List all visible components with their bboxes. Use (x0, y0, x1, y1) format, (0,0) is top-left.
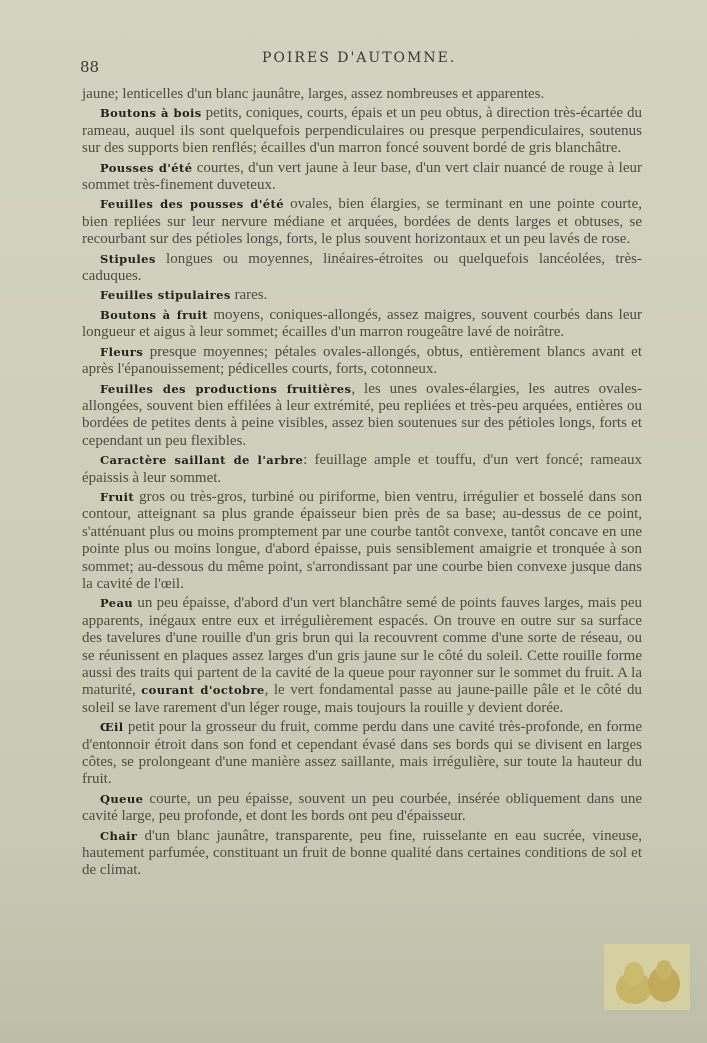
entry-feuilles-stipulaires (82, 287, 642, 304)
entry-feuilles-des-pousses (82, 196, 642, 248)
entry-text-after: , le vert fondamental passe au jaune-paille pâle et le côté du soleil se lave rarement d'un léger rouge, mais toujours la rouille y devient dorée. (82, 682, 643, 716)
entry-term: Boutons à fruit (100, 307, 208, 322)
entry-caractere-saillant (82, 452, 642, 487)
entry-term: Stipules (100, 251, 156, 266)
entry-term: Boutons à bois (100, 106, 202, 121)
page-number: 88 (80, 58, 100, 76)
entry-term: Feuilles des productions fruitières (100, 381, 352, 396)
entry-term: Caractère saillant de l'arbre (100, 453, 304, 468)
entry-boutons-a-bois (82, 105, 642, 157)
entry-peau (82, 595, 642, 717)
page-body (82, 86, 642, 882)
entry-queue (82, 791, 642, 826)
entry-feuilles-productions-fruitieres (82, 381, 642, 451)
entry-boutons-a-fruit (82, 307, 642, 342)
entry-term: Fleurs (100, 344, 144, 359)
entry-text: un peu épaisse, d'abord d'un vert blanchâtre semé de points fauves larges, mais peu apparents, inégaux entre eux et irrégulièrement espacés. On trouve en outre sur sa surface des tavelures d'une rouille d'un gris brun qui la recouvrent comme d'une sorte de réseau, ou se réunissent en plaques assez larges d'un gris jaune sur le côté du soleil. Cette rouille forme aussi des traits qui partent de la cavité de la queue pour rayonner sur le sommet du fruit. A la maturité, (82, 595, 642, 699)
running-title: POIRES D'AUTOMNE. (262, 50, 457, 66)
entry-text: presque moyennes; pétales ovales-allongés, obtus, entièrement blancs avant et après l'épanouissement; pédicelles courts, forts, cotonneux. (82, 343, 642, 378)
entry-term: Chair (100, 828, 138, 843)
entry-text: longues ou moyennes, linéaires-étroites ou quelquefois lancéolées, très-caduques. (82, 250, 642, 285)
entry-inline-term: courant d'octobre (141, 683, 265, 698)
page-header (0, 48, 707, 76)
entry-term: Fruit (100, 489, 135, 504)
entry-text: rares. (230, 287, 268, 304)
entry-term: Queue (100, 791, 144, 806)
entry-term: Peau (100, 596, 134, 611)
pear-thumbnail-image (604, 944, 690, 1010)
entry-term: Œil (100, 720, 124, 735)
entry-stipules (82, 251, 642, 286)
entry-fruit (82, 489, 642, 593)
paragraph-continuation: jaune; lenticelles d'un blanc jaunâtre, larges, assez nombreuses et apparentes. (82, 86, 545, 102)
entry-text: courtes, d'un vert jaune à leur base, d'un vert clair nuancé de rouge à leur sommet très-finement duveteux. (82, 159, 642, 194)
entry-pousses-d-ete (82, 160, 642, 195)
entry-chair (82, 828, 642, 880)
entry-text: gros ou très-gros, turbiné ou piriforme, bien ventru, irrégulier et bosselé dans son contour, atteignant sa plus grande épaisseur bien près de sa base; au-dessus de ce point, s'atténuant plus ou moins promptement par une courbe tantôt convexe, tantôt concave en une pointe plus ou moins longue, d'abord épaisse, puis sensiblement amaigrie et tronquée à son sommet; au-dessous du même point, s'arrondissant par une courbe bien convexe jusque dans la cavité de l'œil. (82, 488, 642, 592)
entry-text: petit pour la grosseur du fruit, comme perdu dans une cavité très-profonde, en forme d'entonnoir étroit dans son fond et cependant évasé dans ses bords qui se divisent en larges côtes, se prolongeant d'une manière assez saillante, mais irrégulière, sur toute la hauteur du fruit. (82, 719, 642, 788)
entry-text: moyens, coniques-allongés, assez maigres, souvent courbés dans leur longueur et aigus à leur sommet; écailles d'un marron rougeâtre lavé de noirâtre. (82, 306, 642, 341)
entry-oeil (82, 719, 642, 789)
entry-text: , les unes ovales-élargies, les autres ovales-allongées, souvent bien effilées à leur extrémité, peu repliées et très-peu arquées, entières ou bordées de petites dents à peine visibles, assez bien soutenues sur des pétioles longs, forts et cependant un peu flexibles. (82, 380, 642, 449)
entry-fleurs (82, 344, 642, 379)
entry-term: Feuilles des pousses d'été (100, 197, 284, 212)
entry-text: : feuillage ample et touffu, d'un vert foncé; rameaux épaissis à leur sommet. (82, 452, 643, 486)
entry-text: petits, coniques, courts, épais et un peu obtus, à direction très-écartée du rameau, auquel ils sont quelquefois perpendiculaires ou presque perpendiculaires, soutenus sur des supports bien renflés; écailles d'un marron foncé souvent bordé de gris blanchâtre. (82, 105, 643, 157)
entry-term: Pousses d'été (100, 160, 193, 175)
entry-term: Feuilles stipulaires (100, 288, 231, 303)
entry-text: d'un blanc jaunâtre, transparente, peu fine, ruisselante en eau sucrée, vineuse, hautement parfumée, constituant un fruit de bonne qualité dans certaines conditions de sol et de climat. (82, 827, 642, 879)
entry-text: courte, un peu épaisse, souvent un peu courbée, insérée obliquement dans une cavité large, peu profonde, et dont les bords ont peu d'épaisseur. (82, 790, 642, 825)
entry-text: ovales, bien élargies, se terminant en une pointe courte, bien repliées sur leur nervure médiane et arquées, bordées de dents larges et obtuses, se recourbant sur des pétioles longs, forts, le plus souvent horizontaux et un peu lavés de rose. (82, 196, 642, 248)
